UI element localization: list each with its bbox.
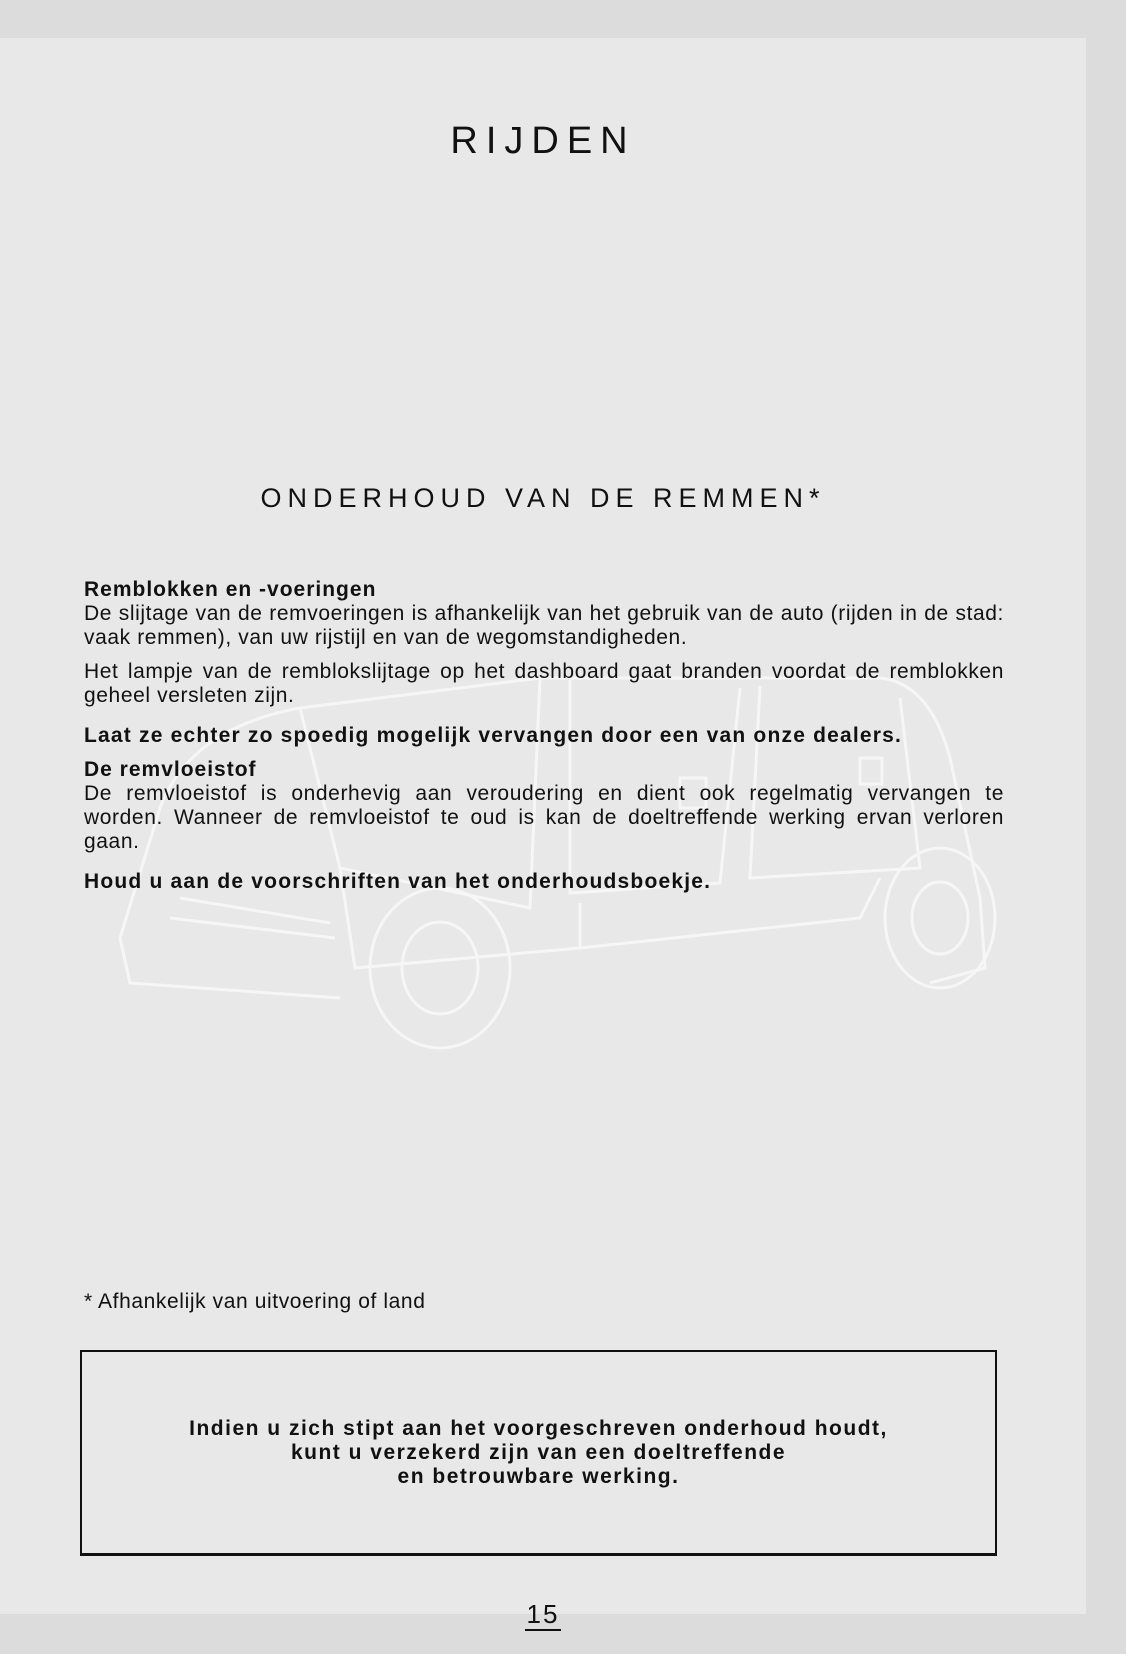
fluid-warning: Houd u aan de voorschriften van het onderhoudsboekje. xyxy=(84,870,712,893)
manual-page xyxy=(0,38,1086,1629)
section-title: ONDERHOUD VAN DE REMMEN* xyxy=(260,483,826,513)
page-number-value: 15 xyxy=(526,1599,560,1629)
brakepads-paragraph-2: Het lampje van de remblokslijtage op het dashboard gaat branden voordat de remblokken geheel versleten zijn. xyxy=(84,660,1004,707)
notice-line-2: kunt u verzekerd zijn van een doeltreffende xyxy=(290,1440,787,1464)
notice-text xyxy=(189,1417,888,1489)
notice-line-3: en betrouwbare werking. xyxy=(397,1464,680,1488)
notice-line-1: Indien u zich stipt aan het voorgeschreven onderhoud houdt, xyxy=(189,1416,888,1440)
brakepads-heading: Remblokken en -voeringen xyxy=(84,578,377,601)
fluid-paragraph-1: De remvloeistof is onderhevig aan veroudering en dient ook regelmatig vervangen te worden. Wanneer de remvloeistof te oud is kan de doeltreffende werking ervan verloren gaan. xyxy=(84,782,1004,853)
notice-box xyxy=(80,1350,997,1556)
chapter-title: RIJDEN xyxy=(450,120,636,162)
brakepads-paragraph-1: De slijtage van de remvoeringen is afhankelijk van het gebruik van de auto (rijden in de stad: vaak remmen), van uw rijstijl en van de wegomstandigheden. xyxy=(84,602,1004,649)
content-body xyxy=(84,578,1004,904)
brakepads-warning: Laat ze echter zo spoedig mogelijk vervangen door een van onze dealers. xyxy=(84,724,903,747)
fluid-heading: De remvloeistof xyxy=(84,758,257,781)
footnote: * Afhankelijk van uitvoering of land xyxy=(84,1290,426,1313)
page-number xyxy=(0,1599,1086,1630)
